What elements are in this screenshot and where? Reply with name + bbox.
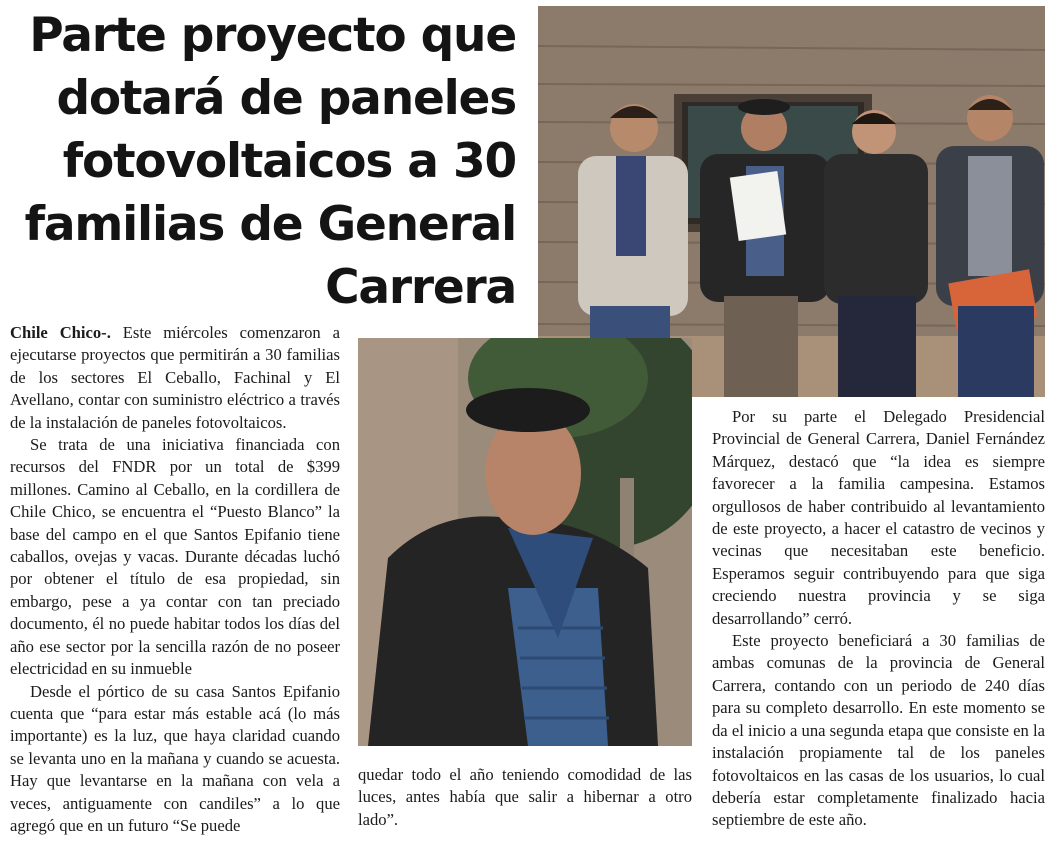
article-column-3 bbox=[712, 406, 1045, 832]
dateline: Chile Chico-. bbox=[10, 323, 111, 342]
headline: Parte proyecto que dotará de paneles fotovoltaicos a 30 familias de General Carrera bbox=[24, 8, 516, 315]
paragraph-fndr: Se trata de una iniciativa financiada con recursos del FNDR por un total de $399 millones. Camino al Ceballo, en la cordillera de Chile Chico, se encuentra el “Puesto Blanco” la base del campo en el que Santos Epifanio tiene caballos, ovejas y vacas. Durante décadas luchó por obtener el título de esa propiedad, sin embargo, pese a ya contar con tan preciado documento, él no puede habitar todos los días del año ese sector por la sencilla razón de no poseer electricidad en su inmueble bbox=[10, 435, 340, 679]
paragraph-portico: Desde el pórtico de su casa Santos Epifanio cuenta que “para estar más estable acá (lo más importante) es la luz, que haya claridad cuando se levanta uno en la mañana y cuando se acuesta. Hay que levantarse en la mañana con vela a veces, antiguamente con candiles” a lo que agregó que en un futuro “Se puede bbox=[10, 681, 340, 835]
article-column-2 bbox=[358, 764, 692, 831]
portrait-photo bbox=[358, 338, 692, 746]
paragraph-continuation: quedar todo el año teniendo comodidad de las luces, antes había que salir a hibernar a otro lado”. bbox=[358, 765, 692, 829]
paragraph-beneficio: Este proyecto beneficiará a 30 familias de ambas comunas de la provincia de General Carrera, contando con un periodo de 240 días para su completo desarrollo. En este momento se da el inicio a una segunda etapa que consiste en la instalación propiamente tal de los paneles fotovoltaicos en las casas de los usuarios, lo cual debería estar completamente finalizado hacia septiembre de este año. bbox=[712, 631, 1045, 830]
article-column-1 bbox=[10, 322, 340, 842]
paragraph-intro bbox=[10, 322, 340, 434]
paragraph-delegado: Por su parte el Delegado Presidencial Provincial de General Carrera, Daniel Fernández Márquez, destacó que “la idea es siempre favorecer a la familia campesina. Estamos orgullosos de haber contribuido al levantamiento de este proyecto, a hacer el catastro de vecinos y vecinas que necesitaban este beneficio. Esperamos seguir contribuyendo para que siga creciendo nuestra provincia y se siga desarrollando” cerró. bbox=[712, 407, 1045, 628]
paragraph-text: Este miércoles comenzaron a ejecutarse proyectos que permitirán a 30 familias de los sectores El Ceballo, Fachinal y El Avellano, contar con suministro eléctrico a través de la instalación de paneles fotovoltaicos. bbox=[10, 323, 340, 432]
